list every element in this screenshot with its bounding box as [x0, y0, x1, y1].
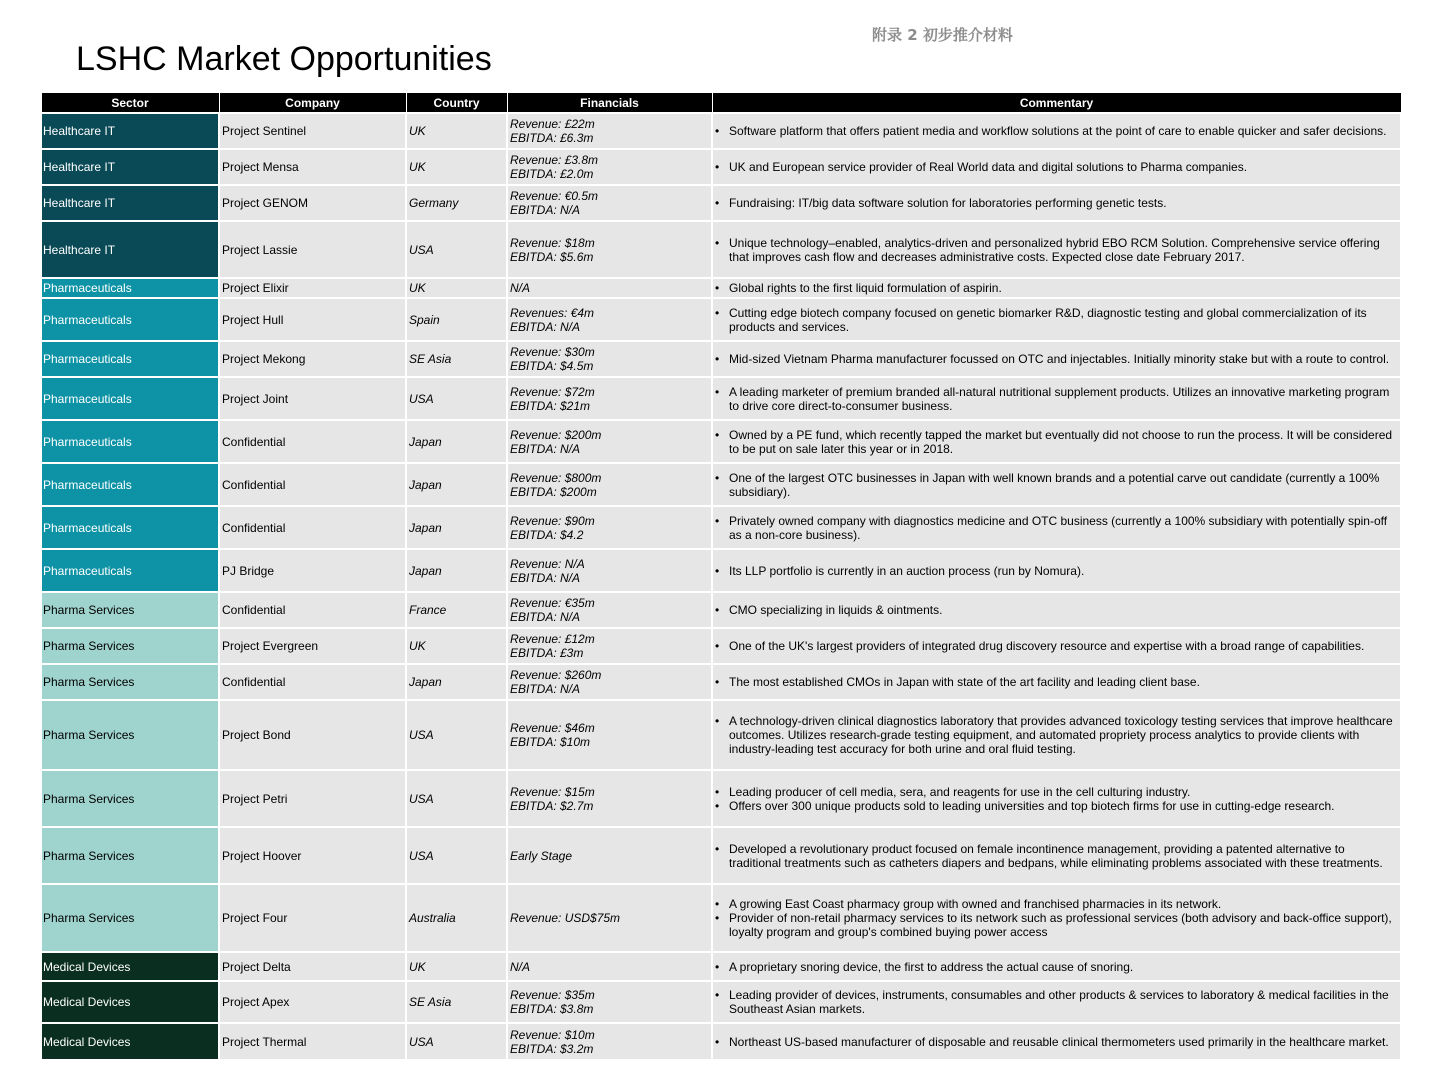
financials-line: Revenue: $90m [510, 513, 595, 528]
commentary-list [715, 603, 1398, 617]
table-row [41, 221, 1401, 278]
country-cell: UK [406, 149, 507, 185]
commentary-bullet: • Global rights to the first liquid formulation of aspirin. [729, 281, 1398, 295]
commentary-cell [712, 592, 1401, 628]
financials-line: Revenue: £3.8m [510, 153, 599, 167]
company-cell: Project Mekong [219, 341, 406, 377]
company-cell: Project Mensa [219, 149, 406, 185]
financials-line: EBITDA: $5.6m [510, 249, 594, 264]
commentary-cell [712, 628, 1401, 664]
company-cell: Project Joint [219, 377, 406, 420]
commentary-cell [712, 952, 1401, 981]
country-cell: Japan [406, 549, 507, 592]
sector-cell: Pharma Services [41, 592, 219, 628]
financials-line: EBITDA: N/A [510, 441, 581, 456]
column-header-financials: Financials [507, 93, 712, 114]
financials-cell [507, 549, 712, 592]
sector-cell: Medical Devices [41, 1023, 219, 1060]
sector-cell: Healthcare IT [41, 113, 219, 149]
sector-cell: Pharma Services [41, 884, 219, 952]
financials-line: EBITDA: £3m [510, 646, 584, 660]
commentary-bullet: • One of the largest OTC businesses in Japan with well known brands and a potential carve out candidate (currently a 100% subsidiary). [729, 471, 1398, 499]
country-cell: Japan [406, 463, 507, 506]
sector-cell: Pharma Services [41, 628, 219, 664]
commentary-cell [712, 377, 1401, 420]
country-cell: UK [406, 278, 507, 298]
table-row [41, 149, 1401, 185]
commentary-cell [712, 341, 1401, 377]
table-row [41, 700, 1401, 770]
sector-cell: Medical Devices [41, 952, 219, 981]
commentary-cell [712, 1023, 1401, 1060]
table-row [41, 506, 1401, 549]
company-cell: Project Four [219, 884, 406, 952]
financials-line: EBITDA: $21m [510, 398, 591, 413]
financials-line: Revenue: $46m [510, 721, 595, 735]
commentary-cell [712, 113, 1401, 149]
sector-cell: Pharmaceuticals [41, 506, 219, 549]
financials-cell [507, 592, 712, 628]
country-cell: Japan [406, 506, 507, 549]
commentary-bullet: • A leading marketer of premium branded all-natural nutritional supplement products. Utilizes an innovative marketing program to drive core direct-to-consumer business. [729, 385, 1398, 413]
financials-line: EBITDA: $4.5m [510, 359, 594, 373]
commentary-bullet: • Offers over 300 unique products sold to leading universities and top biotech firms for use in cutting-edge research. [729, 799, 1398, 813]
commentary-bullet: • Cutting edge biotech company focused on genetic biomarker R&D, diagnostic testing and global commercialization of its products and services. [729, 306, 1398, 334]
company-cell: Project Thermal [219, 1023, 406, 1060]
financials-line: N/A [510, 281, 531, 295]
commentary-cell [712, 506, 1401, 549]
country-cell: USA [406, 700, 507, 770]
commentary-list [715, 428, 1398, 456]
company-cell: Project Evergreen [219, 628, 406, 664]
commentary-list [715, 842, 1398, 870]
sector-cell: Pharmaceuticals [41, 377, 219, 420]
country-cell: USA [406, 221, 507, 278]
country-cell: USA [406, 827, 507, 884]
sector-cell: Pharmaceuticals [41, 463, 219, 506]
sector-cell: Medical Devices [41, 981, 219, 1023]
financials-line: Revenue: $200m [510, 427, 602, 442]
financials-cell [507, 377, 712, 420]
table-row [41, 770, 1401, 827]
commentary-bullet: • Owned by a PE fund, which recently tapped the market but eventually did not choose to run the process. It will be considered to be put on sale later this year or in 2018. [729, 428, 1398, 456]
financials-line: EBITDA: N/A [510, 203, 581, 217]
sector-cell: Pharmaceuticals [41, 420, 219, 463]
commentary-bullet: • Northeast US-based manufacturer of disposable and reusable clinical thermometers used primarily in the healthcare market. [729, 1035, 1398, 1049]
commentary-bullet: • The most established CMOs in Japan with state of the art facility and leading client base. [729, 675, 1398, 689]
commentary-list [715, 471, 1398, 499]
commentary-bullet: • CMO specializing in liquids & ointments. [729, 603, 1398, 617]
company-cell: Project Delta [219, 952, 406, 981]
financials-cell [507, 185, 712, 221]
sector-cell: Pharmaceuticals [41, 298, 219, 341]
financials-cell [507, 827, 712, 884]
commentary-cell [712, 278, 1401, 298]
financials-cell [507, 298, 712, 341]
commentary-list [715, 785, 1398, 813]
commentary-bullet: • Developed a revolutionary product focused on female incontinence management, providing a patented alternative to traditional treatments such as catheters diapers and bedpans, while eliminating problems associated with these treatments. [729, 842, 1398, 870]
table-row [41, 185, 1401, 221]
country-cell: France [406, 592, 507, 628]
commentary-bullet: • A growing East Coast pharmacy group with owned and franchised pharmacies in its network. [729, 897, 1398, 911]
company-cell: Project Apex [219, 981, 406, 1023]
table-row [41, 341, 1401, 377]
country-cell: UK [406, 628, 507, 664]
commentary-cell [712, 185, 1401, 221]
country-cell: USA [406, 377, 507, 420]
table-row [41, 298, 1401, 341]
commentary-list [715, 196, 1398, 210]
commentary-list [715, 714, 1398, 756]
financials-line: Revenues: €4m [510, 305, 595, 320]
commentary-list [715, 564, 1398, 578]
column-header-commentary: Commentary [712, 93, 1401, 114]
commentary-cell [712, 549, 1401, 592]
commentary-bullet: • A proprietary snoring device, the first to address the actual cause of snoring. [729, 960, 1398, 974]
country-cell: UK [406, 113, 507, 149]
financials-line: Revenue: USD$75m [510, 911, 621, 925]
commentary-cell [712, 463, 1401, 506]
commentary-cell [712, 298, 1401, 341]
company-cell: PJ Bridge [219, 549, 406, 592]
financials-cell [507, 664, 712, 700]
table-row [41, 463, 1401, 506]
commentary-bullet: • Unique technology–enabled, analytics-driven and personalized hybrid EBO RCM Solution. Comprehensive service offering that improves cash flow and decreases administrative costs. Expected close date February 2017. [729, 236, 1398, 264]
sector-cell: Healthcare IT [41, 149, 219, 185]
financials-cell [507, 628, 712, 664]
financials-line: EBITDA: $200m [510, 484, 597, 499]
commentary-bullet: • Its LLP portfolio is currently in an auction process (run by Nomura). [729, 564, 1398, 578]
country-cell: SE Asia [406, 981, 507, 1023]
commentary-cell [712, 827, 1401, 884]
column-header-country: Country [406, 93, 507, 114]
commentary-bullet: • Mid-sized Vietnam Pharma manufacturer focussed on OTC and injectables. Initially minority stake but with a route to control. [729, 352, 1398, 366]
table-row [41, 884, 1401, 952]
financials-line: Early Stage [510, 848, 573, 863]
commentary-bullet: • Software platform that offers patient media and workflow solutions at the point of care to enable quicker and safer decisions. [729, 124, 1398, 138]
company-cell: Project Hoover [219, 827, 406, 884]
commentary-cell [712, 770, 1401, 827]
company-cell: Project GENOM [219, 185, 406, 221]
commentary-bullet: • Fundraising: IT/big data software solution for laboratories performing genetic tests. [729, 196, 1398, 210]
table-row [41, 549, 1401, 592]
table-row [41, 628, 1401, 664]
financials-cell [507, 770, 712, 827]
country-cell: Australia [406, 884, 507, 952]
country-cell: Spain [406, 298, 507, 341]
commentary-list [715, 352, 1398, 366]
financials-cell [507, 420, 712, 463]
country-cell: UK [406, 952, 507, 981]
financials-cell [507, 149, 712, 185]
commentary-bullet: • Leading provider of devices, instruments, consumables and other products & services to laboratory & medical facilities in the Southeast Asian markets. [729, 988, 1398, 1016]
financials-line: EBITDA: $3.8m [510, 1002, 594, 1016]
table-row [41, 952, 1401, 981]
table-header-row [41, 93, 1401, 114]
financials-cell [507, 700, 712, 770]
financials-line: Revenue: $30m [510, 345, 595, 359]
commentary-list [715, 306, 1398, 334]
commentary-cell [712, 981, 1401, 1023]
company-cell: Project Sentinel [219, 113, 406, 149]
financials-line: Revenue: $35m [510, 988, 595, 1002]
financials-line: EBITDA: N/A [510, 319, 581, 334]
company-cell: Project Hull [219, 298, 406, 341]
financials-line: N/A [510, 959, 531, 974]
column-header-sector: Sector [41, 93, 219, 114]
country-cell: Japan [406, 420, 507, 463]
commentary-list [715, 385, 1398, 413]
sector-cell: Pharmaceuticals [41, 549, 219, 592]
commentary-list [715, 160, 1398, 174]
page-title: LSHC Market Opportunities [76, 40, 492, 78]
commentary-cell [712, 884, 1401, 952]
commentary-cell [712, 149, 1401, 185]
financials-line: Revenue: $800m [510, 470, 602, 485]
commentary-list [715, 897, 1398, 939]
financials-line: EBITDA: $10m [510, 735, 591, 749]
financials-line: Revenue: £12m [510, 632, 595, 646]
financials-line: EBITDA: £6.3m [510, 131, 594, 145]
sector-cell: Pharma Services [41, 770, 219, 827]
financials-cell [507, 506, 712, 549]
sector-cell: Pharmaceuticals [41, 278, 219, 298]
financials-line: EBITDA: £2.0m [510, 167, 594, 181]
financials-line: EBITDA: N/A [510, 682, 581, 696]
country-cell: USA [406, 1023, 507, 1060]
commentary-bullet: • Privately owned company with diagnostics medicine and OTC business (currently a 100% subsidiary with potentially spin-off as a non-core business). [729, 514, 1398, 542]
commentary-bullet: • Provider of non-retail pharmacy services to its network such as professional services (both advisory and back-office support), loyalty program and group's combined buying power access [729, 911, 1398, 939]
company-cell: Project Lassie [219, 221, 406, 278]
company-cell: Confidential [219, 592, 406, 628]
company-cell: Confidential [219, 420, 406, 463]
table-body [41, 113, 1401, 1060]
country-cell: USA [406, 770, 507, 827]
financials-line: Revenue: $260m [510, 668, 602, 682]
commentary-list [715, 514, 1398, 542]
opportunities-table [40, 92, 1402, 1061]
column-header-company: Company [219, 93, 406, 114]
sector-cell: Pharma Services [41, 664, 219, 700]
commentary-list [715, 988, 1398, 1016]
sector-cell: Pharma Services [41, 700, 219, 770]
commentary-list [715, 675, 1398, 689]
financials-line: Revenue: €0.5m [510, 189, 599, 203]
company-cell: Confidential [219, 664, 406, 700]
financials-line: Revenue: $15m [510, 784, 595, 799]
appendix-label: 附录 2 初步推介材料 [872, 26, 1013, 44]
sector-cell: Healthcare IT [41, 185, 219, 221]
commentary-bullet: • One of the UK's largest providers of integrated drug discovery resource and expertise with a broad range of capabilities. [729, 639, 1398, 653]
country-cell: Japan [406, 664, 507, 700]
country-cell: SE Asia [406, 341, 507, 377]
sector-cell: Healthcare IT [41, 221, 219, 278]
financials-line: EBITDA: $4.2 [510, 527, 584, 542]
commentary-list [715, 124, 1398, 138]
financials-line: Revenue: £22m [510, 117, 595, 131]
financials-line: Revenue: N/A [510, 556, 585, 571]
table-row [41, 827, 1401, 884]
table-row [41, 981, 1401, 1023]
table-row [41, 377, 1401, 420]
table-row [41, 278, 1401, 298]
country-cell: Germany [406, 185, 507, 221]
financials-line: EBITDA: $2.7m [510, 798, 594, 813]
table-row [41, 113, 1401, 149]
commentary-bullet: • A technology-driven clinical diagnostics laboratory that provides advanced toxicology testing services that improve healthcare outcomes. Utilizes research-grade testing equipment, and automated propriety process analytics to provide clients with industry-leading test accuracy for both urine and oral fluid testing. [729, 714, 1398, 756]
commentary-list [715, 639, 1398, 653]
financials-line: Revenue: $10m [510, 1027, 595, 1042]
table-row [41, 420, 1401, 463]
company-cell: Project Bond [219, 700, 406, 770]
financials-cell [507, 113, 712, 149]
commentary-cell [712, 420, 1401, 463]
financials-cell [507, 981, 712, 1023]
table-row [41, 664, 1401, 700]
commentary-cell [712, 700, 1401, 770]
commentary-list [715, 281, 1398, 295]
company-cell: Confidential [219, 463, 406, 506]
sector-cell: Pharmaceuticals [41, 341, 219, 377]
commentary-cell [712, 221, 1401, 278]
table-row [41, 592, 1401, 628]
financials-line: Revenue: €35m [510, 596, 595, 610]
commentary-bullet: • Leading producer of cell media, sera, and reagents for use in the cell culturing industry. [729, 785, 1398, 799]
financials-cell [507, 278, 712, 298]
financials-cell [507, 1023, 712, 1060]
financials-line: EBITDA: $3.2m [510, 1041, 594, 1056]
financials-cell [507, 952, 712, 981]
commentary-bullet: • UK and European service provider of Real World data and digital solutions to Pharma companies. [729, 160, 1398, 174]
financials-cell [507, 463, 712, 506]
company-cell: Project Petri [219, 770, 406, 827]
financials-cell [507, 341, 712, 377]
financials-line: EBITDA: N/A [510, 610, 581, 624]
financials-line: Revenue: $72m [510, 384, 595, 399]
financials-cell [507, 884, 712, 952]
financials-line: EBITDA: N/A [510, 570, 581, 585]
company-cell: Confidential [219, 506, 406, 549]
commentary-cell [712, 664, 1401, 700]
commentary-list [715, 236, 1398, 264]
commentary-list [715, 1035, 1398, 1049]
commentary-list [715, 960, 1398, 974]
table-row [41, 1023, 1401, 1060]
sector-cell: Pharma Services [41, 827, 219, 884]
company-cell: Project Elixir [219, 278, 406, 298]
financials-line: Revenue: $18m [510, 235, 595, 250]
financials-cell [507, 221, 712, 278]
